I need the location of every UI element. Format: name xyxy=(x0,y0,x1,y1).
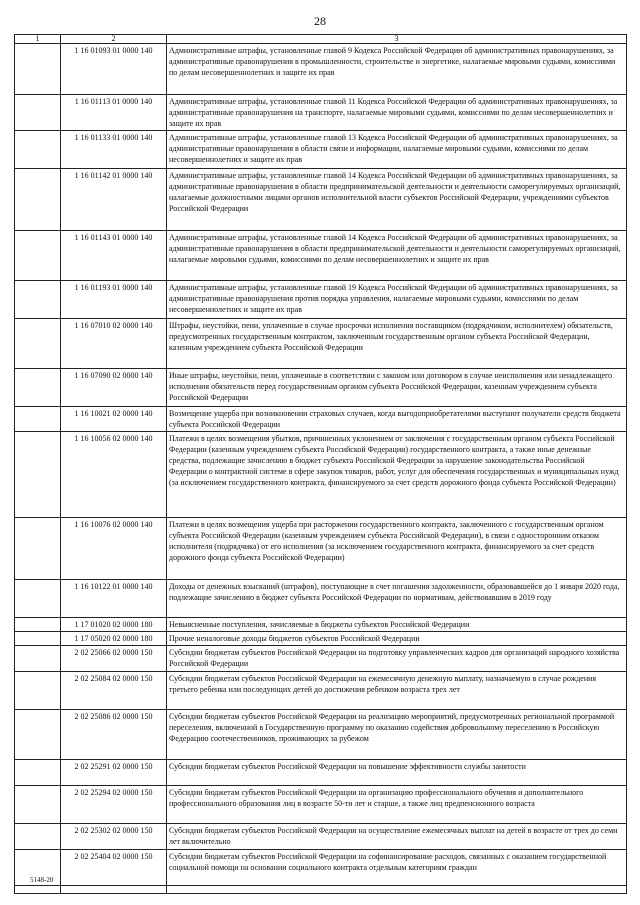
table-row xyxy=(15,786,627,824)
row-empty-cell xyxy=(15,231,61,281)
table-row xyxy=(15,824,627,850)
row-description-cell: Платежи в целях возмещения убытков, причиненных уклонением от заключения с государственным органом субъекта Российской Федерации (казенным учреждением субъекта Российской Федерации) государственного контракта, а также иные денежные средства, подлежащие зачислению в бюджет субъекта Российской Федерации за нарушение законодательства Российской Федерации о контрактной системе в сфере закупок товаров, работ, услуг для обеспечения государственных и муниципальных нужд (за исключением государственного контракта, финансируемого за счет средств дорожного фонда субъекта Российской Федерации) xyxy=(167,432,627,518)
table-row xyxy=(15,231,627,281)
row-description-cell: Прочие неналоговые доходы бюджетов субъектов Российской Федерации xyxy=(167,632,627,646)
row-description-cell: Субсидии бюджетам субъектов Российской Федерации на осуществление ежемесячных выплат на детей в возрасте от трех до семи лет включительно xyxy=(167,824,627,850)
row-code-cell: 2 02 25404 02 0000 150 xyxy=(61,850,167,886)
row-code-cell: 1 16 10122 01 0000 140 xyxy=(61,580,167,618)
table-row xyxy=(15,169,627,231)
row-code-cell: 2 02 25086 02 0000 150 xyxy=(61,710,167,760)
row-code-cell: 2 02 25294 02 0000 150 xyxy=(61,786,167,824)
table-row xyxy=(15,618,627,632)
row-description-cell: Административные штрафы, установленные главой 14 Кодекса Российской Федерации об административных правонарушениях, за административные правонарушения в области предпринимательской деятельности и деятельности саморегулируемых организаций, налагаемые мировыми судьями, комиссиями по делам несовершеннолетних и защите их прав xyxy=(167,231,627,281)
table-row xyxy=(15,672,627,710)
row-empty-cell xyxy=(15,760,61,786)
row-description-cell: Штрафы, неустойки, пени, уплаченные в случае просрочки исполнения поставщиком (подрядчиком, исполнителем) обязательств, предусмотренных государственным контрактом, заключенным государственным органом субъекта Российской Федерации, казенным учреждением субъекта Российской Федерации xyxy=(167,319,627,369)
table-row xyxy=(15,131,627,169)
row-code-cell: 1 16 01133 01 0000 140 xyxy=(61,131,167,169)
row-empty-cell xyxy=(15,580,61,618)
row-description-cell: Иные штрафы, неустойки, пени, уплаченные в соответствии с законом или договором в случае неисполнения или ненадлежащего исполнения обязательств перед государственным органом субъекта Российской Федерации, казенным учреждением субъекта Российской Федерации xyxy=(167,369,627,407)
row-empty-cell xyxy=(15,95,61,131)
row-empty-cell xyxy=(15,518,61,580)
row-code-cell: 1 17 01020 02 0000 180 xyxy=(61,618,167,632)
row-code-cell: 1 16 10021 02 0000 140 xyxy=(61,407,167,432)
row-empty-cell xyxy=(15,369,61,407)
row-code-cell: 2 02 25291 02 0000 150 xyxy=(61,760,167,786)
table-row xyxy=(15,407,627,432)
row-description-cell: Возмещение ущерба при возникновении страховых случаев, когда выгодоприобретателями выступают получатели средств бюджета субъекта Российской Федерации xyxy=(167,407,627,432)
revenue-codes-table xyxy=(14,34,627,894)
table-row xyxy=(15,646,627,672)
table-row xyxy=(15,518,627,580)
row-code-cell: 1 16 01143 01 0000 140 xyxy=(61,231,167,281)
row-description-cell: Субсидии бюджетам субъектов Российской Федерации на повышение эффективности службы занятости xyxy=(167,760,627,786)
table-row xyxy=(15,760,627,786)
column-header-3: 3 xyxy=(167,35,627,44)
table-body xyxy=(15,44,627,894)
row-empty-cell xyxy=(15,44,61,95)
filler-cell xyxy=(61,886,167,894)
table-row xyxy=(15,95,627,131)
row-empty-cell xyxy=(15,281,61,319)
table-filler-row xyxy=(15,886,627,894)
table-row xyxy=(15,580,627,618)
row-description-cell: Административные штрафы, установленные главой 19 Кодекса Российской Федерации об административных правонарушениях, за административные правонарушения против порядка управления, налагаемые мировыми судьями, комиссиями по делам несовершеннолетних и защите их прав xyxy=(167,281,627,319)
row-description-cell: Субсидии бюджетам субъектов Российской Федерации на софинансирование расходов, связанных с оказанием государственной социальной помощи на основании социального контракта отдельным категориям граждан xyxy=(167,850,627,886)
table-row xyxy=(15,850,627,886)
row-empty-cell xyxy=(15,786,61,824)
column-header-2: 2 xyxy=(61,35,167,44)
row-description-cell: Административные штрафы, установленные главой 13 Кодекса Российской Федерации об административных правонарушениях, за административные правонарушения в области связи и информации, налагаемые мировыми судьями, комиссиями по делам несовершеннолетних и защите их прав xyxy=(167,131,627,169)
row-code-cell: 2 02 25302 02 0000 150 xyxy=(61,824,167,850)
row-empty-cell xyxy=(15,672,61,710)
row-description-cell: Субсидии бюджетам субъектов Российской Федерации на реализацию мероприятий, предусмотренных региональной программой переселения, включенной в Государственную программу по оказанию содействия добровольному переселению в Российскую Федерацию соотечественников, проживающих за рубежом xyxy=(167,710,627,760)
filler-cell xyxy=(167,886,627,894)
row-code-cell: 1 16 01113 01 0000 140 xyxy=(61,95,167,131)
row-empty-cell xyxy=(15,618,61,632)
row-description-cell: Субсидии бюджетам субъектов Российской Федерации на подготовку управленческих кадров для организаций народного хозяйства Российской Федерации xyxy=(167,646,627,672)
row-code-cell: 1 16 07010 02 0000 140 xyxy=(61,319,167,369)
row-empty-cell xyxy=(15,710,61,760)
table-row xyxy=(15,44,627,95)
row-code-cell: 1 17 05020 02 0000 180 xyxy=(61,632,167,646)
row-empty-cell xyxy=(15,131,61,169)
document-footer-code: 5148-20 xyxy=(30,876,54,884)
table-row xyxy=(15,710,627,760)
row-code-cell: 2 02 25066 02 0000 150 xyxy=(61,646,167,672)
row-code-cell: 1 16 01142 01 0000 140 xyxy=(61,169,167,231)
row-code-cell: 1 16 10076 02 0000 140 xyxy=(61,518,167,580)
row-description-cell: Платежи в целях возмещения ущерба при расторжении государственного контракта, заключенного с государственным органом субъекта Российской Федерации (казенным учреждением субъекта Российской Федерации), в связи с односторонним отказом исполнителя (подрядчика) от его исполнения (за исключением государственного контракта, финансируемого за счет средств дорожного фонда субъекта Российской Федерации) xyxy=(167,518,627,580)
table-row xyxy=(15,369,627,407)
row-description-cell: Субсидии бюджетам субъектов Российской Федерации на ежемесячную денежную выплату, назначаемую в случае рождения третьего ребенка или последующих детей до достижения ребенком возраста трех лет xyxy=(167,672,627,710)
row-description-cell: Административные штрафы, установленные главой 11 Кодекса Российской Федерации об административных правонарушениях, за административные правонарушения на транспорте, налагаемые мировыми судьями, комиссиями по делам несовершеннолетних и защите их прав xyxy=(167,95,627,131)
row-code-cell: 1 16 07090 02 0000 140 xyxy=(61,369,167,407)
row-empty-cell xyxy=(15,169,61,231)
table-row xyxy=(15,281,627,319)
row-description-cell: Субсидии бюджетам субъектов Российской Федерации на организацию профессионального обучения и дополнительного профессионального образования лиц в возрасте 50-ти лет и старше, а также лиц предпенсионного возраста xyxy=(167,786,627,824)
row-empty-cell xyxy=(15,319,61,369)
row-code-cell: 1 16 01193 01 0000 140 xyxy=(61,281,167,319)
filler-cell xyxy=(15,886,61,894)
table-header-row xyxy=(15,35,627,44)
row-description-cell: Административные штрафы, установленные главой 9 Кодекса Российской Федерации об административных правонарушениях, за административные правонарушения в промышленности, строительстве и энергетике, налагаемые мировыми судьями, комиссиями по делам несовершеннолетних и защите их прав xyxy=(167,44,627,95)
page-number: 28 xyxy=(314,14,326,28)
table-row xyxy=(15,319,627,369)
row-empty-cell xyxy=(15,824,61,850)
row-empty-cell xyxy=(15,632,61,646)
table-row xyxy=(15,432,627,518)
row-empty-cell xyxy=(15,646,61,672)
row-empty-cell xyxy=(15,432,61,518)
column-header-1: 1 xyxy=(15,35,61,44)
row-code-cell: 1 16 01093 01 0000 140 xyxy=(61,44,167,95)
row-description-cell: Доходы от денежных взысканий (штрафов), поступающие в счет погашения задолженности, образовавшейся до 1 января 2020 года, подлежащие зачислению в бюджет субъекта Российской Федерации по нормативам, действовавшим в 2019 году xyxy=(167,580,627,618)
row-code-cell: 2 02 25084 02 0000 150 xyxy=(61,672,167,710)
row-description-cell: Административные штрафы, установленные главой 14 Кодекса Российской Федерации об административных правонарушениях, за административные правонарушения в области предпринимательской деятельности и деятельности саморегулируемых организаций, налагаемые должностными лицами органов исполнительной власти субъектов Российской Федерации, учреждениями субъектов Российской Федерации xyxy=(167,169,627,231)
table-row xyxy=(15,632,627,646)
row-empty-cell xyxy=(15,407,61,432)
row-code-cell: 1 16 10056 02 0000 140 xyxy=(61,432,167,518)
row-description-cell: Невыясненные поступления, зачисляемые в бюджеты субъектов Российской Федерации xyxy=(167,618,627,632)
